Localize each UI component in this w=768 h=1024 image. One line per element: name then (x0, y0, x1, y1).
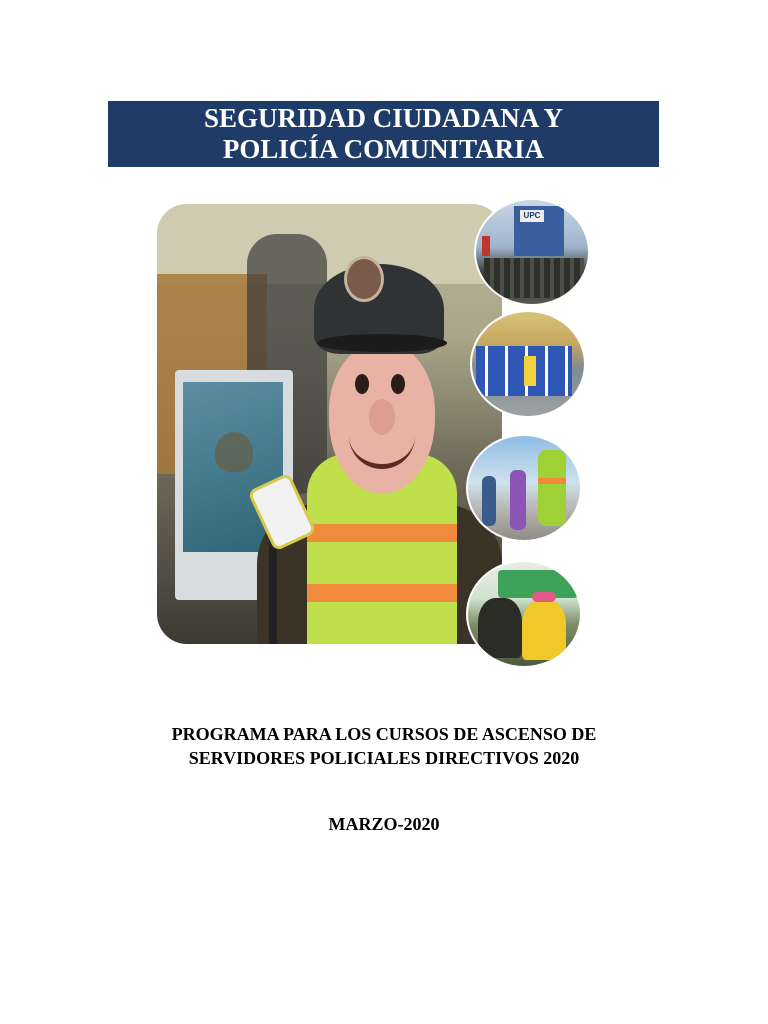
upc-sign: UPC (520, 210, 544, 222)
photo-circle-upc-station (474, 198, 590, 306)
vest-stripe (307, 524, 457, 542)
puppet-mouth (349, 434, 415, 469)
police-emblem-icon (215, 432, 253, 472)
main-photo-police-puppet (157, 204, 502, 644)
person-figure (482, 476, 496, 526)
title-line-2: POLICÍA COMUNITARIA (222, 134, 545, 164)
child-yellow-shirt (524, 356, 536, 386)
runner-cap (532, 592, 556, 602)
cap-badge-icon (344, 256, 384, 302)
vest-stripe (307, 584, 457, 602)
officer-figure (538, 450, 566, 526)
program-subtitle (100, 722, 668, 770)
puppet-face (329, 344, 435, 494)
photo-circle-sports-event (466, 560, 582, 668)
photo-background-wall (157, 204, 502, 284)
cap-visor (317, 334, 447, 352)
subtitle-line-2: SERVIDORES POLICIALES DIRECTIVOS 2020 (188, 748, 580, 768)
runner-figure (522, 600, 566, 660)
microphone-stand (269, 534, 277, 644)
person-figure (510, 470, 526, 530)
officers-group (484, 258, 584, 298)
officer-vest-stripe (538, 478, 566, 484)
cyclist-figure (478, 598, 522, 658)
puppet-nose (369, 399, 395, 435)
flag-icon (482, 236, 490, 256)
photo-circle-children-group (470, 310, 586, 418)
photo-circle-officer-with-family (466, 434, 582, 542)
title-banner (108, 101, 659, 167)
document-date: MARZO-2020 (328, 814, 440, 834)
puppet-eye (355, 374, 369, 394)
puppet-eye (391, 374, 405, 394)
subtitle-line-1: PROGRAMA PARA LOS CURSOS DE ASCENSO DE (171, 724, 597, 744)
title-line-1: SEGURIDAD CIUDADANA Y (203, 103, 564, 133)
